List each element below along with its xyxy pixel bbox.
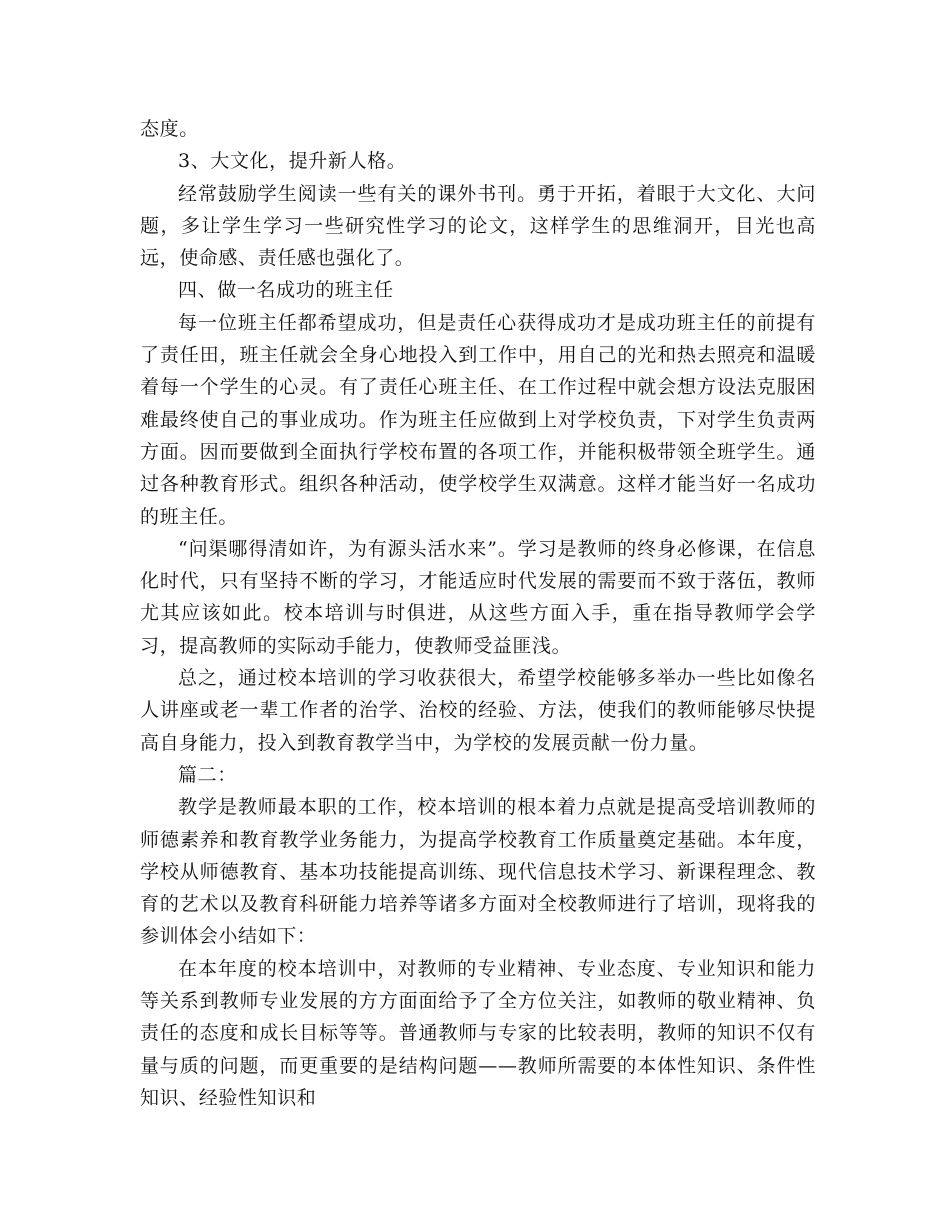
paragraph-learning: “问渠哪得清如许，为有源头活水来”。学习是教师的终身必修课，在信息化时代，只有坚持不断的学习，才能适应时代发展的需要而不致于落伍，教师尤其应该如此。校本培训与时俱进，从这些方面入手，重在指导教师学会学习，提高教师的实际动手能力，使教师受益匪浅。 — [140, 537, 816, 657]
paragraph-responsibility: 每一位班主任都希望成功，但是责任心获得成功才是成功班主任的前提有了责任田，班主任就会全身心地投入到工作中，用自己的光和热去照亮和温暖着每一个学生的心灵。有了责任心班主任、在工作过程中就会想方设法克服困难最终使自己的事业成功。作为班主任应做到上对学校负责，下对学生负责两方面。因而要做到全面执行学校布置的各项工作，并能积极带领全班学生。通过各种教育形式。组织各种活动，使学校学生双满意。这样才能当好一名成功的班主任。 — [140, 311, 816, 528]
paragraph-professional: 在本年度的校本培训中，对教师的专业精神、专业态度、专业知识和能力等关系到教师专业发展的方方面面给予了全方位关注，如教师的敬业精神、负责任的态度和成长目标等等。普通教师与专家的比较表明，教师的知识不仅有量与质的问题，而更重要的是结构问题——教师所需要的本体性知识、条件性知识、经验性知识和 — [140, 957, 816, 1109]
paragraph-reading: 经常鼓励学生阅读一些有关的课外书刊。勇于开拓，着眼于大文化、大问题，多让学生学习一些研究性学习的论文，这样学生的思维洞开，目光也高远，使命感、责任感也强化了。 — [140, 182, 816, 270]
section-heading-head-teacher: 四、做一名成功的班主任 — [178, 279, 394, 302]
section-heading-part-two: 篇二： — [178, 763, 237, 786]
section-heading-culture: 3、大文化，提升新人格。 — [178, 150, 407, 173]
document-page — [140, 113, 816, 1114]
paragraph-continuation: 态度。 — [140, 118, 199, 140]
paragraph-teaching: 教学是教师最本职的工作，校本培训的根本着力点就是提高受培训教师的师德素养和教育教学业务能力，为提高学校教育工作质量奠定基础。本年度，学校从师德教育、基本功技能提高训练、现代信息技术学习、新课程理念、教育的艺术以及教育科研能力培养等诸多方面对全校教师进行了培训，现将我的参训体会小结如下： — [140, 796, 816, 948]
paragraph-summary: 总之，通过校本培训的学习收获很大，希望学校能够多举办一些比如像名人讲座或老一辈工作者的治学、治校的经验、方法，使我们的教师能够尽快提高自身能力，投入到教育教学当中，为学校的发展贡献一份力量。 — [140, 667, 816, 754]
